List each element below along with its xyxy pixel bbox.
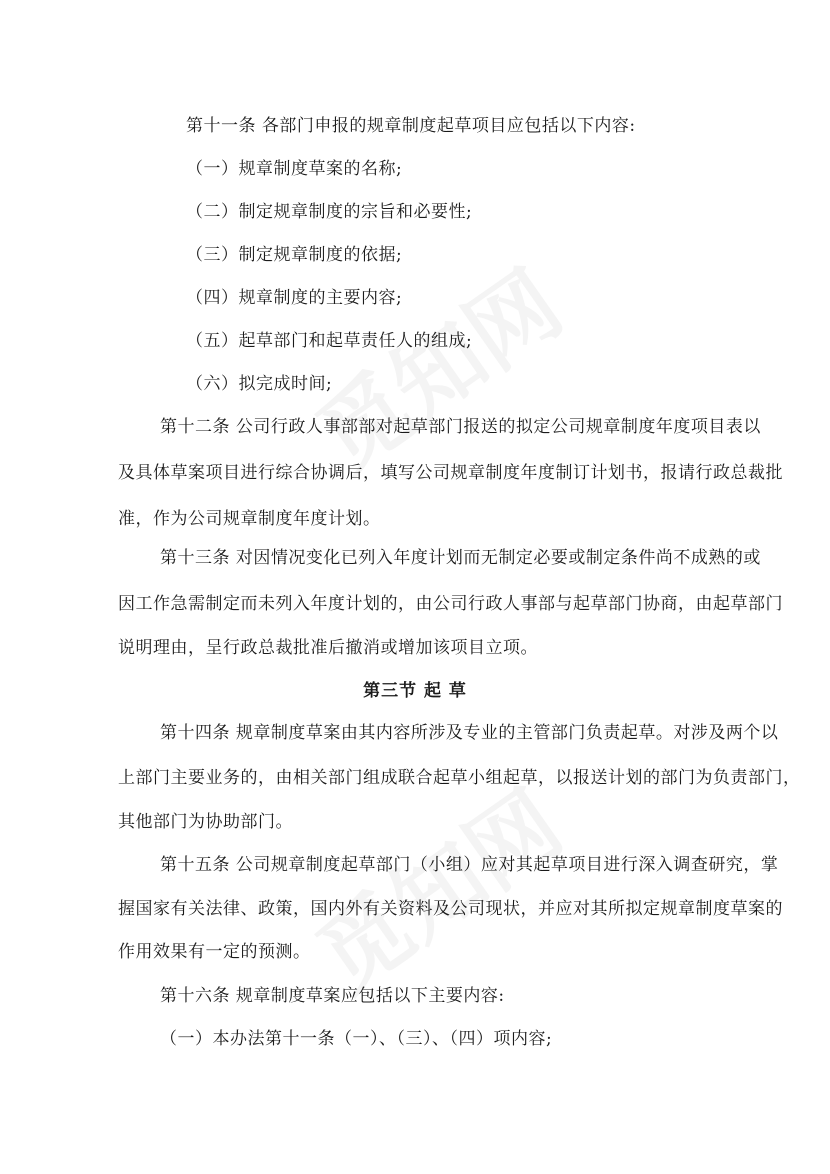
article-12-line: 准，作为公司规章制度年度计划。 — [118, 509, 381, 529]
watermark — [287, 234, 583, 495]
article-14-line: 上部门主要业务的，由相关部门组成联合起草小组起草，以报送计划的部门为负责部门， — [118, 768, 801, 788]
article-14-line: 其他部门为协助部门。 — [118, 812, 293, 832]
article-11-item: （一）规章制度草案的名称; — [186, 159, 403, 179]
article-11-title: 第十一条 各部门申报的规章制度起草项目应包括以下内容: — [186, 116, 636, 136]
article-16-item: （一）本办法第十一条（一）、（三）、（四）项内容; — [160, 1029, 553, 1049]
article-13-line: 因工作急需制定而未列入年度计划的，由公司行政人事部与起草部门协商，由起草部门 — [118, 594, 783, 614]
article-15-line: 第十五条 公司规章制度起草部门（小组）应对其起草项目进行深入调查研究，掌 — [160, 855, 779, 875]
watermark — [287, 754, 583, 1015]
article-15-line: 作用效果有一定的预测。 — [118, 942, 311, 962]
article-11-item: （三）制定规章制度的依据; — [186, 245, 403, 265]
article-13-line: 说明理由，呈行政总裁批准后撤消或增加该项目立项。 — [118, 638, 538, 658]
article-11-item: （五）起草部门和起草责任人的组成; — [186, 331, 473, 351]
article-14-line: 第十四条 规章制度草案由其内容所涉及专业的主管部门负责起草。对涉及两个以 — [160, 723, 779, 743]
article-12-line: 及具体草案项目进行综合协调后，填写公司规章制度年度制订计划书，报请行政总裁批 — [118, 463, 783, 483]
section-heading: 第三节 起 草 — [363, 681, 467, 701]
article-11-item: （六）拟完成时间; — [186, 374, 333, 394]
article-12-line: 第十二条 公司行政人事部部对起草部门报送的拟定公司规章制度年度项目表以 — [160, 417, 761, 437]
article-15-line: 握国家有关法律、政策，国内外有关资料及公司现状，并应对其所拟定规章制度草案的 — [118, 899, 783, 919]
article-16-title: 第十六条 规章制度草案应包括以下主要内容: — [160, 986, 505, 1006]
article-11-item: （四）规章制度的主要内容; — [186, 288, 403, 308]
article-13-line: 第十三条 对因情况变化已列入年度计划而无制定必要或制定条件尚不成熟的或 — [160, 548, 761, 568]
article-11-item: （二）制定规章制度的宗旨和必要性; — [186, 202, 473, 222]
